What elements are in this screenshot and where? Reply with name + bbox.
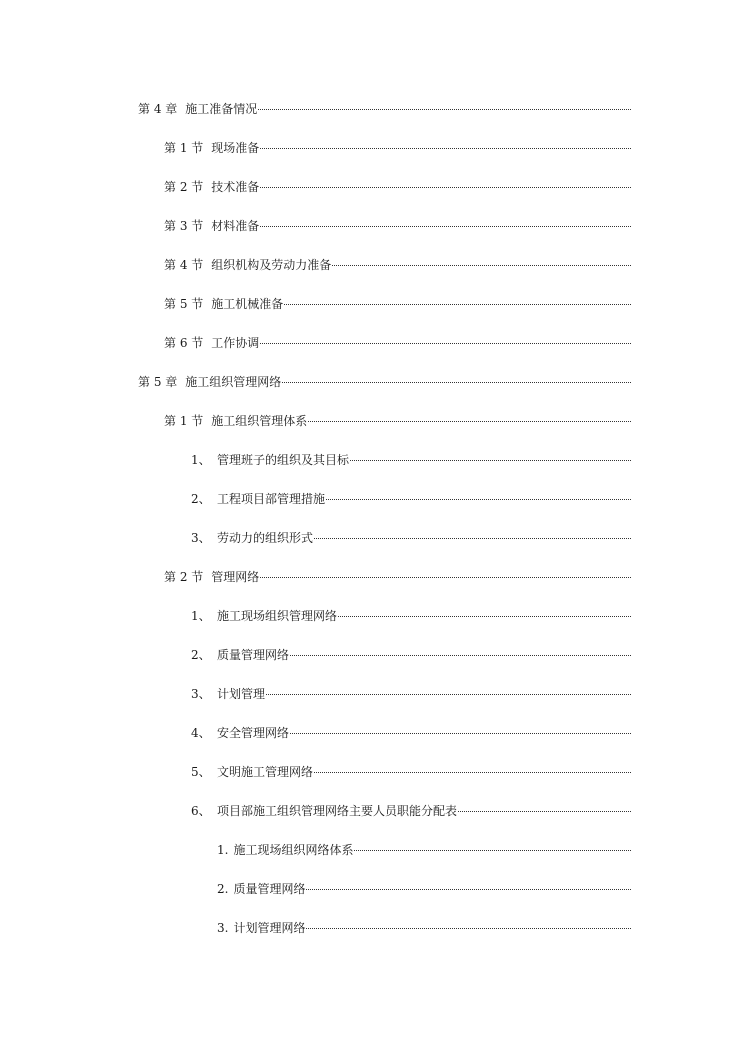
dot-leader [308,420,631,422]
toc-entry-title: 施工组织管理网络 [185,375,282,389]
toc-entry-number: 2. [217,882,229,896]
toc-entry[interactable] [0,175,744,214]
toc-entry[interactable] [0,331,744,370]
dot-leader [284,303,631,305]
toc-entry-number: 6、 [191,804,211,818]
toc-entry-title: 劳动力的组织形式 [217,531,314,545]
toc-entry-title: 文明施工管理网络 [217,765,314,779]
toc-entry[interactable] [0,214,744,253]
dot-leader [326,498,631,500]
toc-entry[interactable] [0,370,744,409]
toc-entry-number: 第 4 节 [164,258,204,272]
toc-entry[interactable] [0,292,744,331]
toc-entry-title: 安全管理网络 [217,726,290,740]
toc-entry-number: 第 2 节 [164,570,204,584]
toc-entry-title: 计划管理网络 [233,921,306,935]
dot-leader [260,342,631,344]
toc-entry[interactable] [0,682,744,721]
toc-entry[interactable] [0,916,744,955]
toc-entry-number: 1、 [191,453,211,467]
toc-entry-number: 5、 [191,765,211,779]
toc-entry-number: 4、 [191,726,211,740]
toc-entry[interactable] [0,409,744,448]
toc-entry[interactable] [0,526,744,565]
toc-entry-number: 第 5 节 [164,297,204,311]
dot-leader [258,108,631,110]
dot-leader [332,264,631,266]
toc-entry[interactable] [0,487,744,526]
dot-leader [314,771,631,773]
toc-entry-title: 材料准备 [211,219,260,233]
toc-entry-title: 施工现场组织管理网络 [217,609,338,623]
toc-entry-title: 管理班子的组织及其目标 [217,453,350,467]
toc-entry-number: 3. [217,921,229,935]
toc-entry[interactable] [0,643,744,682]
toc-entry-number: 第 2 节 [164,180,204,194]
dot-leader [260,576,631,578]
dot-leader [350,459,631,461]
toc-entry[interactable] [0,760,744,799]
toc-entry[interactable] [0,799,744,838]
toc-entry-title: 计划管理 [217,687,266,701]
toc-entry-number: 1、 [191,609,211,623]
toc-entry[interactable] [0,448,744,487]
dot-leader [314,537,631,539]
toc-entry-number: 3、 [191,687,211,701]
toc-entry-title: 质量管理网络 [233,882,306,896]
toc-entry-title: 施工准备情况 [185,102,258,116]
toc-entry-number: 第 4 章 [138,102,178,116]
dot-leader [306,927,631,929]
toc-entry[interactable] [0,97,744,136]
toc-entry-number: 第 1 节 [164,141,204,155]
table-of-contents [0,97,744,955]
dot-leader [306,888,631,890]
dot-leader [260,186,631,188]
toc-entry[interactable] [0,565,744,604]
toc-entry-title: 工程项目部管理措施 [217,492,326,506]
toc-entry-title: 施工机械准备 [211,297,284,311]
dot-leader [282,381,631,383]
toc-entry-number: 第 5 章 [138,375,178,389]
toc-entry-title: 项目部施工组织管理网络主要人员职能分配表 [217,804,458,818]
toc-entry-title: 管理网络 [211,570,260,584]
toc-entry[interactable] [0,604,744,643]
toc-entry-number: 2、 [191,648,211,662]
dot-leader [266,693,631,695]
dot-leader [260,225,631,227]
toc-entry[interactable] [0,136,744,175]
toc-entry[interactable] [0,838,744,877]
toc-entry-title: 组织机构及劳动力准备 [211,258,332,272]
toc-entry-number: 2、 [191,492,211,506]
toc-entry-title: 质量管理网络 [217,648,290,662]
toc-entry-number: 第 1 节 [164,414,204,428]
toc-entry-title: 工作协调 [211,336,260,350]
toc-entry-title: 施工组织管理体系 [211,414,308,428]
toc-entry[interactable] [0,253,744,292]
toc-entry[interactable] [0,721,744,760]
toc-entry-number: 1. [217,843,229,857]
toc-entry[interactable] [0,877,744,916]
dot-leader [290,654,631,656]
dot-leader [338,615,631,617]
dot-leader [260,147,631,149]
toc-entry-number: 第 6 节 [164,336,204,350]
dot-leader [458,810,631,812]
toc-entry-title: 施工现场组织网络体系 [233,843,354,857]
toc-entry-number: 3、 [191,531,211,545]
dot-leader [290,732,631,734]
toc-entry-title: 现场准备 [211,141,260,155]
toc-entry-title: 技术准备 [211,180,260,194]
dot-leader [354,849,631,851]
toc-entry-number: 第 3 节 [164,219,204,233]
